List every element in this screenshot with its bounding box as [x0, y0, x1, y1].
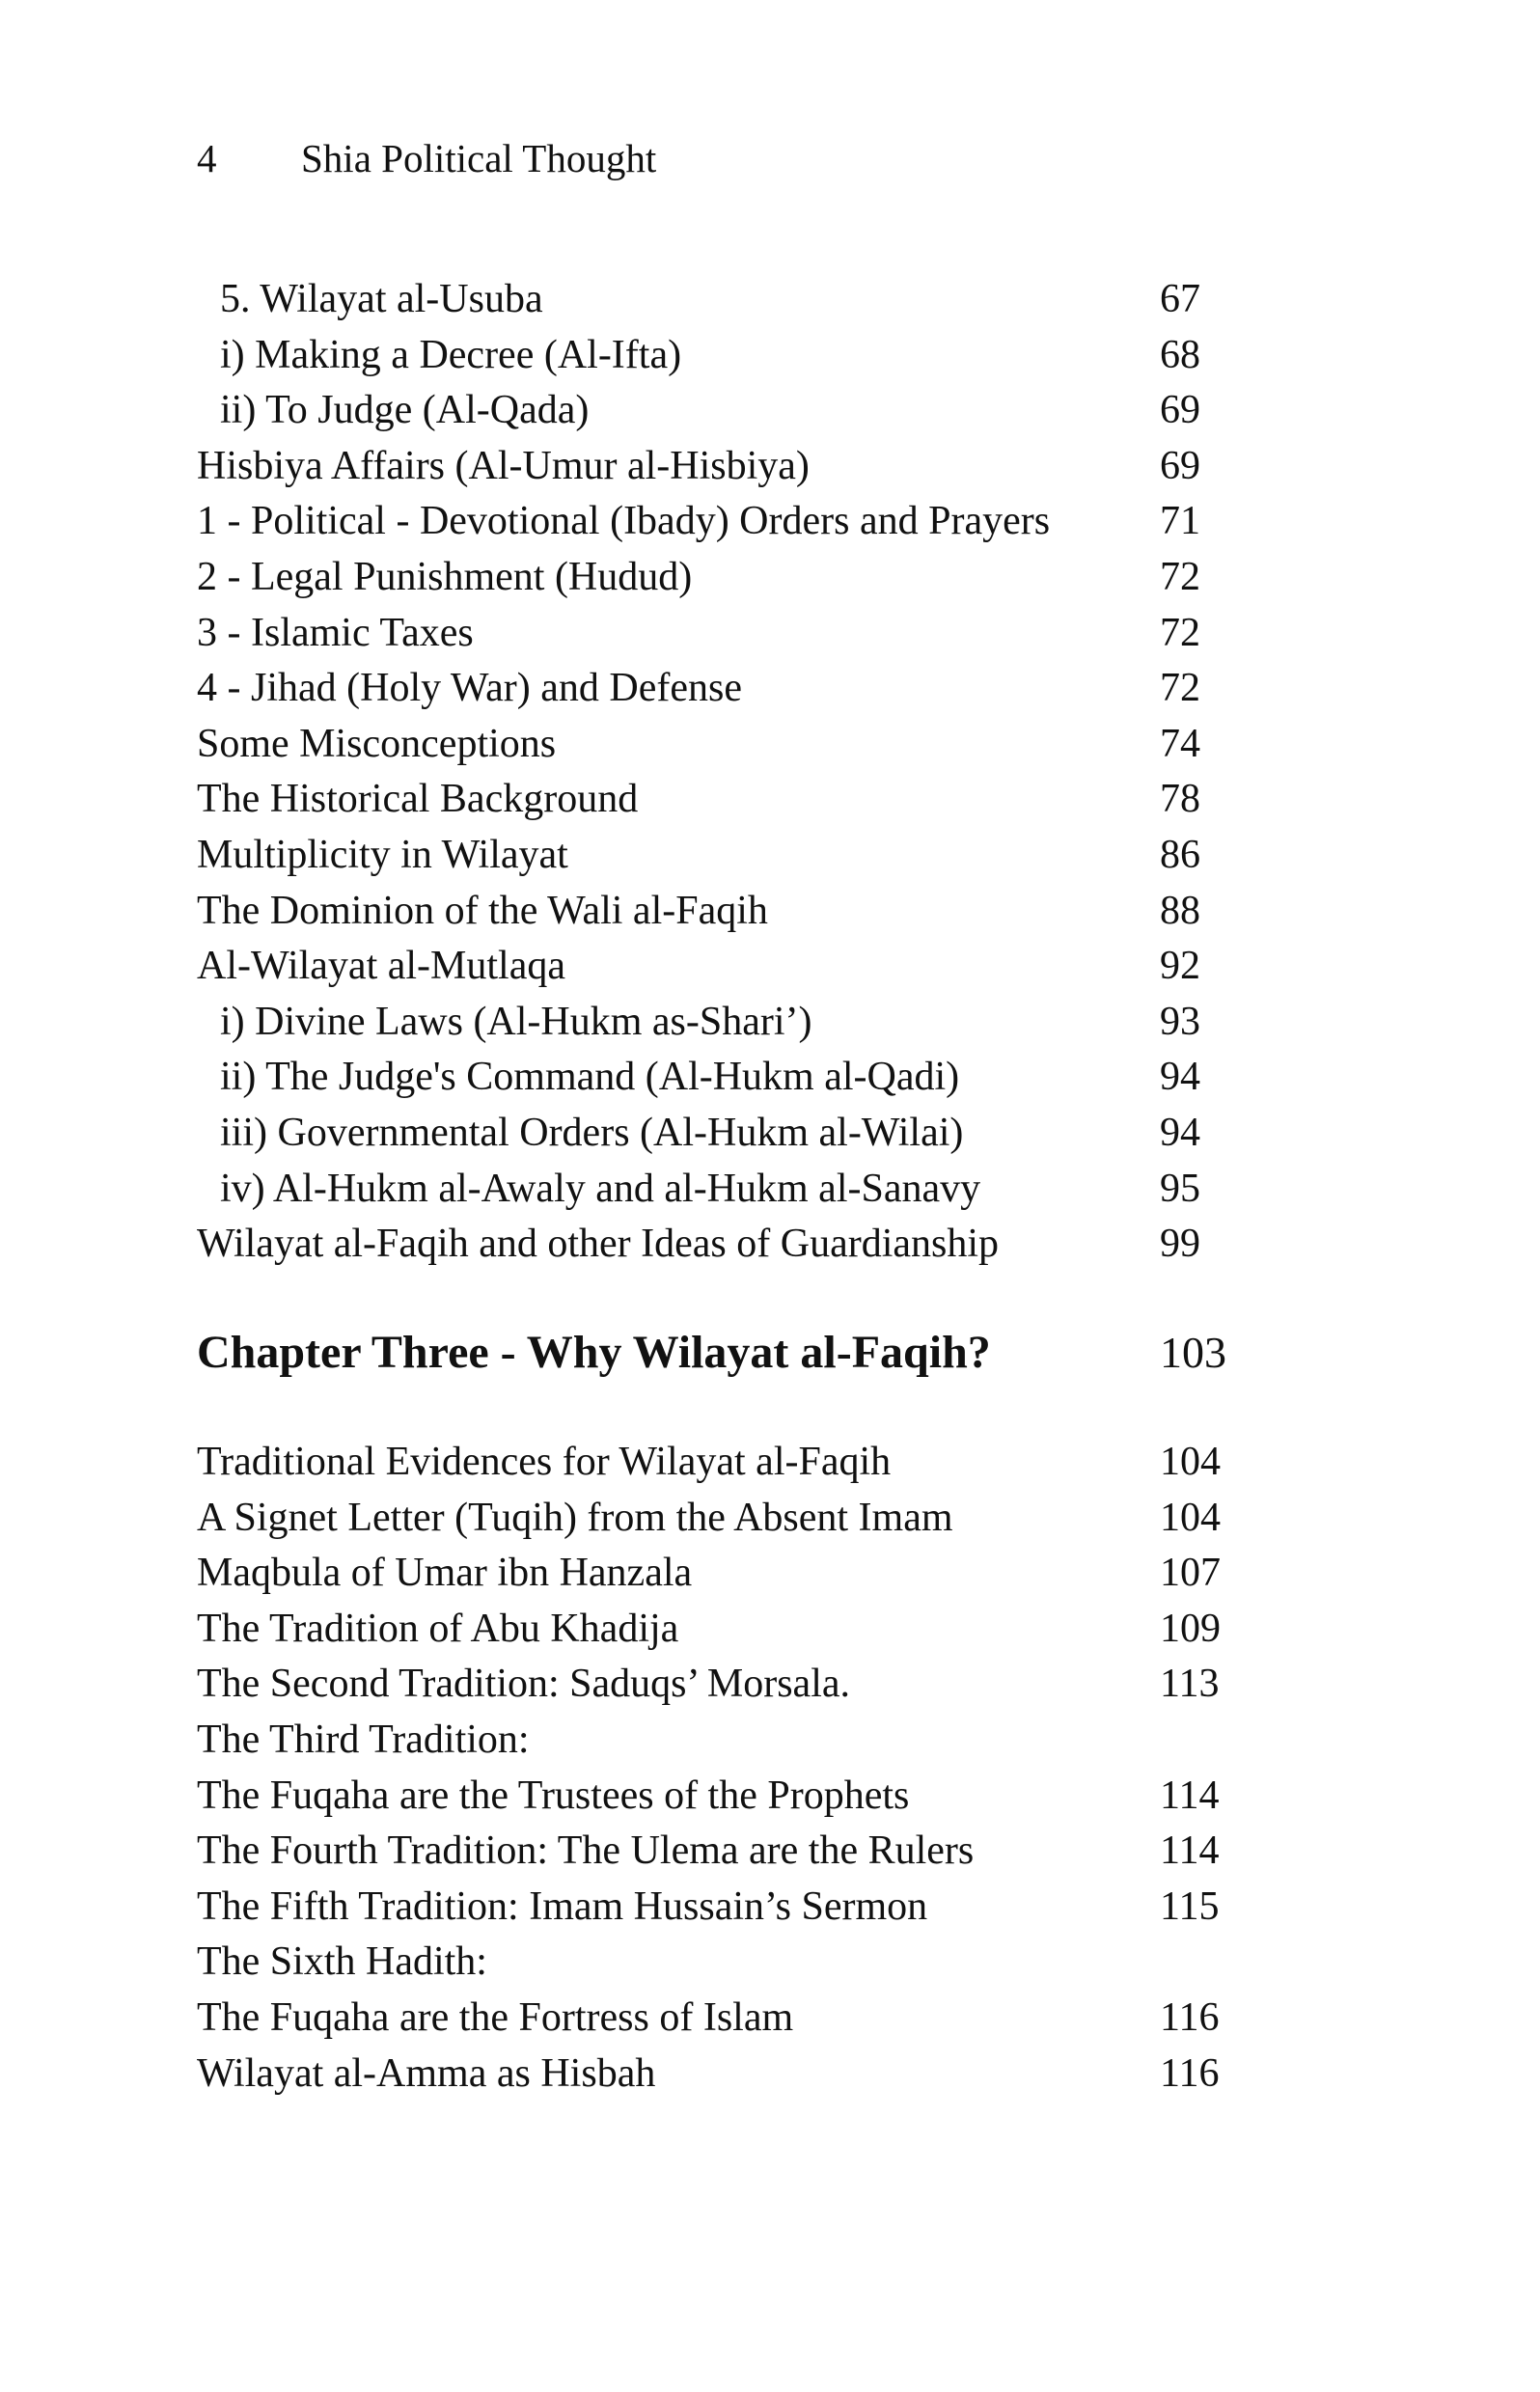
toc-entry-page: 92 — [1160, 944, 1200, 988]
toc-entry-page: 114 — [1160, 1828, 1220, 1873]
toc-entry-label: Some Misconceptions — [197, 722, 557, 766]
toc-entry-page: 116 — [1160, 1995, 1220, 2040]
toc-entry-label: The Second Tradition: Saduqs’ Morsala. — [197, 1662, 851, 1706]
toc-entry-page: 94 — [1160, 1055, 1200, 1099]
toc-entry-page: 114 — [1160, 1773, 1220, 1818]
toc-entry-label: Maqbula of Umar ibn Hanzala — [197, 1551, 693, 1595]
toc-entry-label: The Tradition of Abu Khadija — [197, 1607, 679, 1651]
toc-entry-label: 3 - Islamic Taxes — [197, 611, 474, 655]
toc-entry-page: 104 — [1160, 1440, 1221, 1484]
toc-entry-label: i) Divine Laws (Al-Hukm as-Shari’) — [220, 1000, 812, 1044]
toc-entry-label: Al-Wilayat al-Mutlaqa — [197, 944, 565, 988]
toc-entry-label: iii) Governmental Orders (Al-Hukm al-Wilai) — [220, 1111, 964, 1155]
toc-entry-label: iv) Al-Hukm al-Awaly and al-Hukm al-Sanavy — [220, 1167, 981, 1211]
toc-entry-label: The Sixth Hadith: — [197, 1939, 487, 1984]
toc-entry-label: The Fourth Tradition: The Ulema are the Rulers — [197, 1828, 975, 1873]
running-title: Shia Political Thought — [301, 136, 657, 180]
toc-entry-label: The Fuqaha are the Trustees of the Prophets — [197, 1773, 910, 1818]
toc-entry-page: 69 — [1160, 388, 1200, 432]
toc-entry-label: ii) To Judge (Al-Qada) — [220, 388, 590, 432]
toc-entry-label: ii) The Judge's Command (Al-Hukm al-Qadi) — [220, 1055, 960, 1099]
toc-entry-page: 72 — [1160, 555, 1200, 599]
toc-entry-label: A Signet Letter (Tuqih) from the Absent Imam — [197, 1496, 953, 1540]
toc-entry-label: i) Making a Decree (Al-Ifta) — [220, 333, 682, 377]
toc-entry-page: 72 — [1160, 611, 1200, 655]
toc-entry-page: 88 — [1160, 889, 1200, 933]
toc-entry-page: 94 — [1160, 1111, 1200, 1155]
toc-entry-label: The Third Tradition: — [197, 1718, 530, 1762]
toc-entry-page: 72 — [1160, 666, 1200, 710]
toc-entry-page: 74 — [1160, 722, 1200, 766]
chapter-heading: Chapter Three - Why Wilayat al-Faqih? — [197, 1327, 991, 1378]
toc-entry-page: 86 — [1160, 833, 1200, 877]
toc-entry-page: 69 — [1160, 444, 1200, 488]
running-head — [197, 135, 656, 181]
toc-entry-label: Wilayat al-Amma as Hisbah — [197, 2051, 656, 2096]
toc-entry-label: 5. Wilayat al-Usuba — [220, 277, 543, 321]
toc-entry-page: 68 — [1160, 333, 1200, 377]
toc-entry-label: Multiplicity in Wilayat — [197, 833, 568, 877]
toc-entry-page: 95 — [1160, 1167, 1200, 1211]
toc-entry-page: 109 — [1160, 1607, 1221, 1651]
chapter-page: 103 — [1160, 1328, 1226, 1377]
toc-entry-page: 93 — [1160, 1000, 1200, 1044]
toc-entry-label: The Fuqaha are the Fortress of Islam — [197, 1995, 794, 2040]
toc-entry-page: 115 — [1160, 1884, 1220, 1929]
page-number: 4 — [197, 136, 217, 180]
toc-entry-label: 1 - Political - Devotional (Ibady) Orders and Prayers — [197, 499, 1051, 543]
toc-entry-page: 107 — [1160, 1551, 1221, 1595]
toc-entry-page: 78 — [1160, 777, 1200, 821]
toc-entry-label: Wilayat al-Faqih and other Ideas of Guardianship — [197, 1222, 1000, 1266]
toc-entry-page: 113 — [1160, 1662, 1220, 1706]
toc-entry-page: 99 — [1160, 1222, 1200, 1266]
toc-entry-label: The Dominion of the Wali al-Faqih — [197, 889, 768, 933]
toc-entry-label: The Fifth Tradition: Imam Hussain’s Sermon — [197, 1884, 928, 1929]
toc-entry-page: 116 — [1160, 2051, 1220, 2096]
toc-entry-page: 67 — [1160, 277, 1200, 321]
toc-entry-label: Hisbiya Affairs (Al-Umur al-Hisbiya) — [197, 444, 810, 488]
toc-entry-label: Traditional Evidences for Wilayat al-Faqih — [197, 1440, 892, 1484]
toc-entry-label: 2 - Legal Punishment (Hudud) — [197, 555, 693, 599]
toc-entry-page: 71 — [1160, 499, 1200, 543]
toc-entry-label: The Historical Background — [197, 777, 639, 821]
toc-entry-page: 104 — [1160, 1496, 1221, 1540]
toc-entry-label: 4 - Jihad (Holy War) and Defense — [197, 666, 742, 710]
